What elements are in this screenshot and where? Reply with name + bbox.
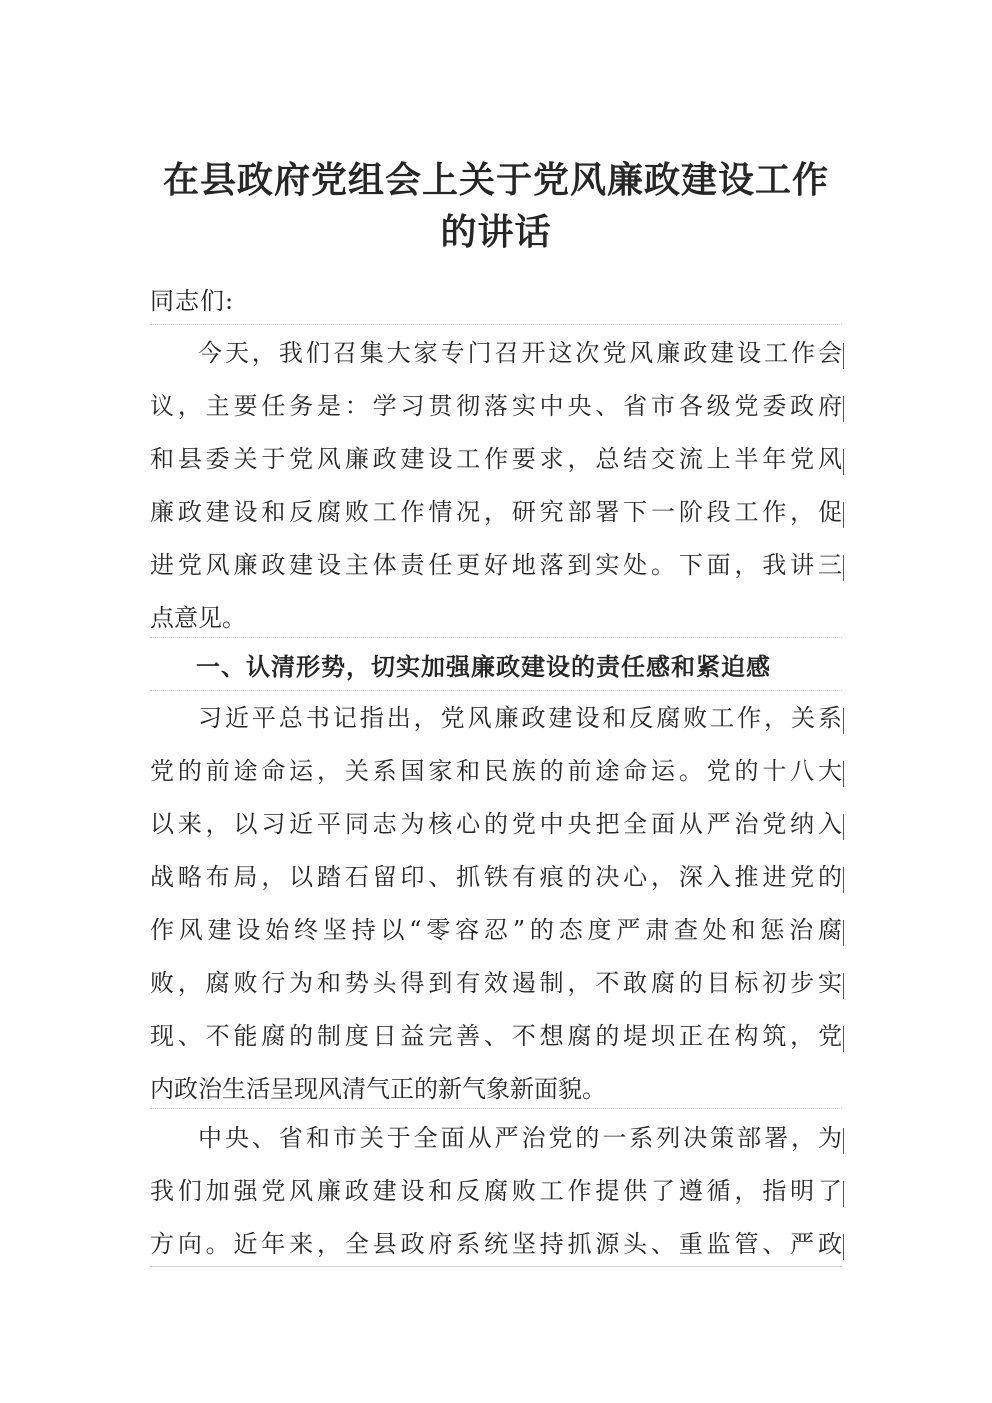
paragraph-separator	[150, 1108, 842, 1109]
paragraph-separator	[150, 637, 842, 638]
document-title-line-1: 在县政府党组会上关于党风廉政建设工作	[162, 159, 829, 201]
paragraph-line: 党的前途命运，关系国家和民族的前途命运。党的十八大	[150, 757, 842, 785]
paragraph-line: 习近平总书记指出，党风廉政建设和反腐败工作，关系	[198, 704, 842, 732]
paragraph-line: 中央、省和市关于全面从严治党的一系列决策部署，为	[198, 1124, 842, 1152]
section-heading-1: 一、认清形势，切实加强廉政建设的责任感和紧迫感	[196, 652, 771, 681]
paragraph-line: 败，腐败行为和势头得到有效遏制，不敢腐的目标初步实	[150, 969, 842, 997]
paragraph-line: 方向。近年来，全县政府系统坚持抓源头、重监管、严政	[150, 1230, 842, 1258]
paragraph-line: 战略布局，以踏石留印、抓铁有痕的决心，深入推进党的	[150, 863, 842, 891]
paragraph-line: 以来，以习近平同志为核心的党中央把全面从严治党纳入	[150, 810, 842, 838]
page-bottom-margin-line	[150, 1266, 842, 1267]
paragraph-separator	[150, 324, 842, 325]
paragraph-line: 内政治生活呈现风清气正的新气象新面貌。	[150, 1075, 606, 1103]
paragraph-3	[150, 1112, 842, 1271]
paragraph-2	[150, 692, 842, 1116]
paragraph-line: 点意见。	[150, 604, 246, 632]
paragraph-line: 进党风廉政建设主体责任更好地落到实处。下面，我讲三	[150, 551, 842, 579]
paragraph-separator	[150, 690, 842, 691]
paragraph-line: 现、不能腐的制度日益完善、不想腐的堤坝正在构筑，党	[150, 1022, 842, 1050]
paragraph-1	[150, 327, 842, 645]
paragraph-line: 廉政建设和反腐败工作情况，研究部署下一阶段工作，促	[150, 498, 842, 526]
document-title-line-2: 的讲话	[440, 211, 552, 253]
salutation: 同志们:	[150, 287, 235, 315]
paragraph-line: 今天，我们召集大家专门召开这次党风廉政建设工作会	[198, 339, 842, 367]
paragraph-line: 我们加强党风廉政建设和反腐败工作提供了遵循，指明了	[150, 1177, 842, 1205]
paragraph-line: 和县委关于党风廉政建设工作要求，总结交流上半年党风	[150, 445, 842, 473]
paragraph-line: 作风建设始终坚持以“零容忍”的态度严肃查处和惩治腐	[150, 916, 842, 944]
paragraph-line: 议，主要任务是：学习贯彻落实中央、省市各级党委政府	[150, 392, 842, 420]
